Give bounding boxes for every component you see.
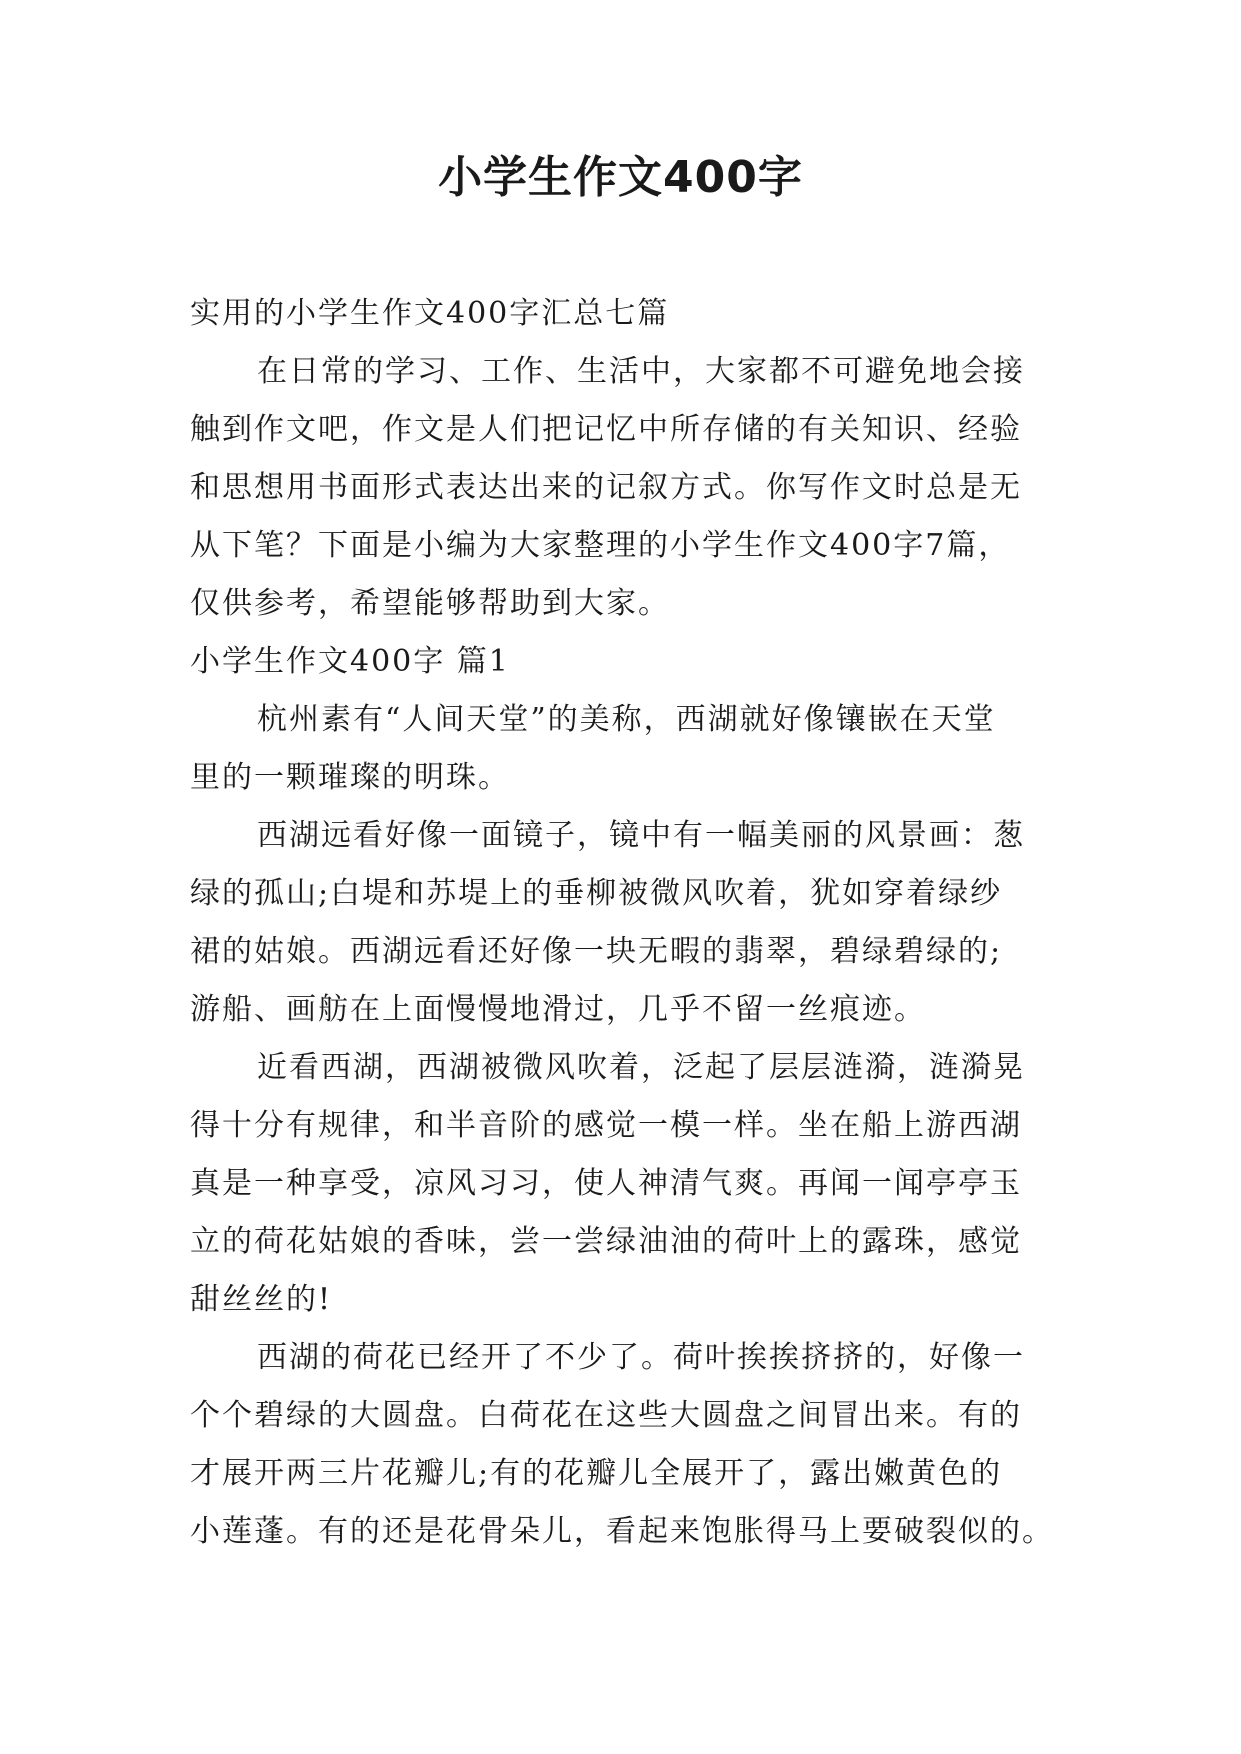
document-title: 小学生作文400字	[438, 152, 803, 203]
paragraph-line: 绿的孤山;白堤和苏堤上的垂柳被微风吹着，犹如穿着绿纱	[190, 876, 1003, 911]
paragraph-line: 杭州素有“人间天堂”的美称，西湖就好像镶嵌在天堂	[257, 702, 996, 737]
paragraph-line: 从下笔？下面是小编为大家整理的小学生作文400字7篇，	[190, 528, 1011, 563]
paragraph-line: 近看西湖，西湖被微风吹着，泛起了层层涟漪，涟漪晃	[257, 1050, 1025, 1085]
paragraph-line: 游船、画舫在上面慢慢地滑过，几乎不留一丝痕迹。	[190, 992, 926, 1027]
paragraph-line: 得十分有规律，和半音阶的感觉一模一样。坐在船上游西湖	[190, 1108, 1022, 1143]
document-body	[190, 285, 1060, 1561]
subtitle-line: 实用的小学生作文400字汇总七篇	[190, 296, 670, 331]
paragraph-line: 触到作文吧，作文是人们把记忆中所存储的有关知识、经验	[190, 412, 1022, 447]
paragraph-line: 在日常的学习、工作、生活中，大家都不可避免地会接	[257, 354, 1025, 389]
paragraph-line: 立的荷花姑娘的香味，尝一尝绿油油的荷叶上的露珠，感觉	[190, 1224, 1022, 1259]
section-heading: 小学生作文400字 篇1	[190, 644, 510, 679]
paragraph-line: 甜丝丝的!	[190, 1282, 333, 1317]
paragraph-line: 里的一颗璀璨的明珠。	[190, 760, 510, 795]
paragraph-line: 和思想用书面形式表达出来的记叙方式。你写作文时总是无	[190, 470, 1022, 505]
paragraph-line: 仅供参考，希望能够帮助到大家。	[190, 586, 670, 621]
paragraph-line: 西湖远看好像一面镜子，镜中有一幅美丽的风景画：葱	[257, 818, 1025, 853]
paragraph-line: 个个碧绿的大圆盘。白荷花在这些大圆盘之间冒出来。有的	[190, 1398, 1022, 1433]
paragraph-line: 真是一种享受，凉风习习，使人神清气爽。再闻一闻亭亭玉	[190, 1166, 1022, 1201]
paragraph-line: 西湖的荷花已经开了不少了。荷叶挨挨挤挤的，好像一	[257, 1340, 1025, 1375]
paragraph-line: 裙的姑娘。西湖远看还好像一块无暇的翡翠，碧绿碧绿的;	[190, 934, 1003, 969]
paragraph-line: 才展开两三片花瓣儿;有的花瓣儿全展开了，露出嫩黄色的	[190, 1456, 1003, 1491]
paragraph-line: 小莲蓬。有的还是花骨朵儿，看起来饱胀得马上要破裂似的。	[190, 1514, 1054, 1549]
